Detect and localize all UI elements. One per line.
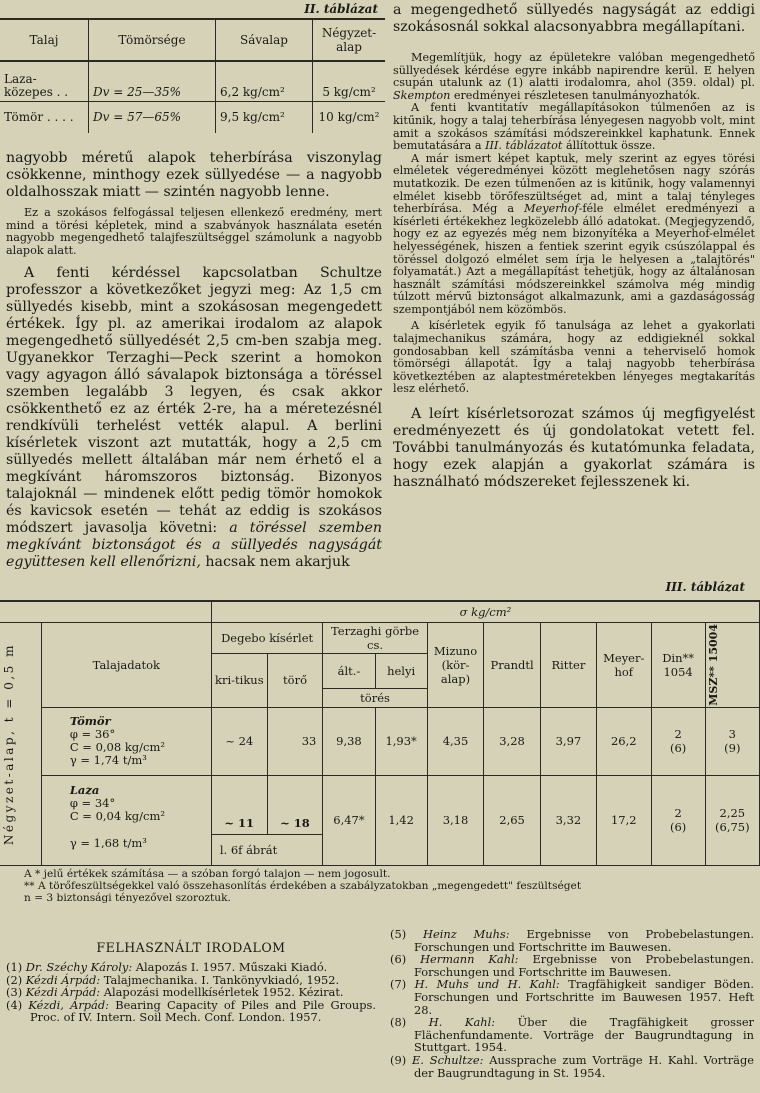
paragraph: a megengedhető süllyedés nagyságát az eddigi szokásosnál sokkal alacsonyabbra megállapítani. [393,2,755,35]
table-row [0,707,760,775]
talaj-cell: Tömör . . . . [4,110,74,125]
paragraph [393,52,755,102]
negyzetalap-cell: 10 kg/cm² [313,101,386,133]
din-value: 2 [674,806,682,821]
reference-number: (2) [6,972,23,987]
reference-number: (9) [390,1052,407,1067]
paragraph-text: Megemlítjük, hogy az épületekre valóban megengedhető süllyedések kérdése egyre inkább napirendre kerül. E helyen csupán utalunk az (1) alatti irodalomra, ahol (359. oldal) pl. [393,51,755,90]
reference-author: Dr. Széchy Károly: [25,960,133,974]
meyerhof-cell: 26,2 [596,707,651,775]
ritter-cell: 3,97 [540,707,596,775]
reference-author: Heinz Muhs: [423,927,510,941]
paragraph: nagyobb méretű alapok teherbírása viszonylag csökkenne, minthogy ezek süllyedése — a nagyobb oldalhosszak miatt — szintén nagyobb lenne. [6,150,382,200]
din-value-n3: (6) [669,741,687,756]
alt-cell: 6,47* [323,775,375,865]
header-din: Din** 1054 [651,623,705,708]
talaj-cell: Laza-közepes . . [4,71,69,99]
reference-number: (7) [390,977,407,992]
msz-value: 2,25 [719,806,746,821]
paragraph: A leírt kísérletsorozat számos új megfigyelést eredményezett és új gondolatokat vetett fel. További tanulmányozás és kutatómunka feladata, hogy ezek alapján a gyakorlat számára is használható módszereket fejlesszenek ki. [393,406,755,491]
reference-item [390,978,754,1016]
blank-cell [0,601,211,623]
paragraph [6,265,382,571]
paragraph-text: A fenti kvantitatív megállapításokon túlmenően az is kitűnik, hogy a talaj teherbírása lényegesen nagyobb volt, mint amit a szokásos számítási módszereinkkel kaphatunk. Ennek bemutatására a [393,101,755,153]
table3-notes [24,868,754,904]
degebo-laza-cell [211,775,323,865]
meyerhof-cell: 17,2 [596,775,651,865]
reference-text: Tragfähigkeit sandiger Böden. Forschungen und Fortschritte im Bauwesen 1957. Heft 28. [414,977,755,1017]
reference-number: (4) [6,997,23,1012]
side-label-cell [0,623,41,866]
soil-phi: φ = 34° [69,795,116,810]
reference-text: Aussprache zum Vorträge H. Kahl. Vorträge der Baugrundtagung in St. 1954. [414,1052,754,1080]
reference-text: Bearing Capacity of Piles and Pile Groups. Proc. of IV. Intern. Soil Mech. Conf. London. 1957. [30,997,376,1025]
reference-author: Kézdi Árpád: [25,972,101,987]
header-toro: törő [267,654,323,708]
toro-cell: ~ 18 [280,815,310,830]
din-value: 2 [674,727,682,742]
reference-item [6,999,376,1024]
reference-number: (6) [390,952,407,967]
soil-data-cell [41,775,211,865]
toro-cell: 33 [267,707,323,775]
side-label: Négyzet-alap, t = 0,5 m [2,642,16,845]
table-3 [0,600,760,866]
reference-text: Ergebnisse von Probebelastungen. Forschungen und Fortschritte im Bauwesen. [414,927,754,954]
msz-cell [705,775,759,865]
tomorseg-cell: Dv = 25—35% [89,61,216,101]
soil-phi: φ = 36° [69,727,116,742]
reference-text: Talajmechanika. I. Tankönyvkiadó, 1952. [100,972,340,987]
paragraph: Ez a szokásos felfogással teljesen ellenkező eredmény, mert mind a törési képletek, mind a szabványok használata esetén nagyobb megengedhető talajfeszültséggel számolunk a nagyobb alapok alatt. [6,206,382,257]
header-tores: törés [323,688,427,707]
paragraph-text: állítottuk össze. [562,139,656,153]
prandtl-cell: 3,28 [484,707,541,775]
references-title: FELHASZNÁLT IRODALOM [96,940,286,955]
reference-author: H. Kahl: [428,1015,496,1030]
soil-gamma: γ = 1,68 t/m³ [69,835,147,850]
reference-author: E. Schultze: [412,1052,484,1067]
negyzetalap-cell: 5 kg/cm² [313,61,386,101]
reference-number: (8) [390,1015,407,1030]
paragraph: A kísérletek egyik fő tanulsága az lehet a gyakorlati talajmechanikus számára, hogy az eddigieknél sokkal gondosabban kell számításba venni a teherviselő homok tömörségi állapotát. Így a talaj nagyobb teherbírása következtében az alaptestméretekben lényeges megtakarítás lesz elérhető. [393,319,755,396]
table-row [0,775,760,865]
table3-sigma-row [0,601,760,623]
reference-author: Kézdi Árpád: [25,985,101,1000]
soil-name: Laza [69,782,100,797]
mizuno-cell: 3,18 [427,775,484,865]
din-cell [651,707,705,775]
reference-number: (1) [6,960,23,974]
soil-gamma: γ = 1,74 t/m³ [69,753,147,768]
header-helyi: helyi [375,654,427,689]
reference-author: Hermann Kahl: [420,952,519,967]
references-right [390,928,754,1079]
table2-header-row [0,19,385,61]
header-talajadatok: Talajadatok [41,623,211,708]
reference-number: (5) [390,927,407,941]
reference-author: Kézdi, Árpád: [28,997,109,1012]
header-alt: ált.- [323,654,375,689]
tomorseg-cell: Dv = 57—65% [89,101,216,133]
sigma-header: σ kg/cm² [211,601,759,623]
table-2 [0,18,385,133]
reference-author: H. Muhs und H. Kahl: [414,977,560,992]
din-cell [651,775,705,865]
paragraph-text: eredményei részletesen tanulmányozhatók. [450,88,701,102]
table2-header-talaj: Talaj [0,19,89,61]
reference-item [390,1054,754,1079]
references-left [6,940,376,1024]
table2-caption: II. táblázat [304,2,378,16]
table-row [0,61,385,101]
alt-cell: 9,38 [323,707,375,775]
prandtl-cell: 2,65 [484,775,541,865]
helyi-cell: 1,93* [375,707,427,775]
paragraph-emphasis: III. táblázatot [485,139,563,153]
paragraph-emphasis: Skempton [393,88,451,102]
soil-c: C = 0,08 kg/cm² [69,740,165,755]
paragraph-text: hacsak nem akarjuk [200,554,350,571]
helyi-cell: 1,42 [375,775,427,865]
msz-value-n3: (9) [724,741,741,756]
paragraph-text: -féle elmélet eredményezi a kísérleti értékekhez legközelebb álló adatokat. (Megjegyzendő, hogy ez az egyezés még nem bizonyítéka a Meyerhof-elmélet helyességének, hiszen a fentiek szerint egyik csúszólappal és töréssel dolgozó elmélet sem írja le helyesen a „talajtörés" folyamatát.) Azt a megállapítást tehetjük, hogy az általánosan használt számítási módszereinkkel számolva még mindig túlzott mérvű biztonságot alkalmazunk, ami a gazdaságosság szempontjából nem közömbös. [393,202,755,316]
soil-data-cell [41,707,211,775]
note-asterisk: A * jelű értékek számítása — a szóban forgó talajon — nem jogosult. [24,868,391,880]
header-terzaghi: Terzaghi görbe cs. [323,623,427,654]
paragraph [393,102,755,152]
header-meyerhof: Meyer-hof [596,623,651,708]
msz-cell [705,707,759,775]
header-msz [705,623,759,708]
note-double-asterisk-cont: n = 3 biztonsági tényezővel szoroztuk. [24,892,231,904]
kritikus-cell: ~ 11 [212,776,268,834]
note-double-asterisk: ** A törőfeszültségekkel való összehasonlítás érdekében a szabályzatokban „megengedett" feszültséget [24,880,582,892]
header-ritter: Ritter [540,623,596,708]
reference-number: (3) [6,985,23,1000]
reference-text: Über die Tragfähigkeit grosser Flächenfundamente. Vorträge der Baugrundtagung in Stuttgart. 1954. [414,1015,755,1055]
left-column [6,150,382,571]
ritter-cell: 3,32 [540,775,596,865]
paragraph-text: A már ismert képet kaptuk, mely szerint az egyes törési elméletek végeredményei között meglehetősen nagy szórás mutatkozik. De ezen túlmenően az is kitűnik, hogy valamennyi elmélet kisebb törőfeszültséget ad, mint a talaj tényleges teherbírása. Még a [393,151,755,216]
paragraph [393,153,755,317]
paragraph-emphasis: a töréssel szemben megkívánt biztonságot és a süllyedés nagyságát együttesen kell ellenőrizni, [6,520,382,571]
figure-reference: l. 6f ábrát [219,842,278,857]
din-value-n3: (6) [669,820,687,835]
soil-name: Tömör [69,714,111,729]
msz-label: MSZ** 15004 [706,624,720,706]
reference-text: Alapozási modellkísérletek 1952. Kézirat. [100,985,344,1000]
table3-header-row [0,623,760,654]
reference-text: Ergebnisse von Probebelastungen. Forschungen und Fortschritte im Bauwesen. [414,952,754,979]
paragraph-text: A fenti kérdéssel kapcsolatban Schultze professzor a következőket jegyzi meg: Az 1,5 cm süllyedés kisebb, mint a szokásosan megengedett értékek. Így pl. az amerikai irodalom az alapok megengedhető süllyedését 2,5 cm-ben szabja meg. Ugyanekkor Terzaghi—Peck szerint a homokon vagy agyagon álló sávalapok biztonsága a töréssel szemben legalább 3 legyen, és csak akkor csökkenthető ez az érték 2-re, ha a méretezésnél rendkívüli terhelést vették alapul. A berlini kísérletek viszont azt mutatták, hogy a 2,5 cm süllyedés mellett általában már nem érhető el a megkívánt háromszoros biztonság. Bizonyos talajoknál — mindenek előtt pedig tömör homokok és kavicsok esetén — tehát az eddig is szokásos módszert javasolja követni: [6,265,382,537]
table-row [0,101,385,133]
savalap-cell: 6,2 kg/cm² [216,61,313,101]
savalap-cell: 9,5 kg/cm² [216,101,313,133]
soil-c: C = 0,04 kg/cm² [69,808,165,823]
header-degebo: Degebo kísérlet [211,623,323,654]
reference-item [390,928,754,953]
header-mizuno: Mizuno (kör-alap) [427,623,484,708]
right-column [393,2,755,491]
table2-header-tomorseg: Tömörsége [89,19,216,61]
reference-item [390,953,754,978]
mizuno-cell: 4,35 [427,707,484,775]
table2-header-negyzetalap: Négyzet-alap [313,19,386,61]
paragraph-emphasis: Meyerhof [524,202,579,216]
msz-value-n3: (6,75) [715,820,750,835]
kritikus-cell: ~ 24 [211,707,267,775]
table3-caption: III. táblázat [665,580,745,594]
header-kritikus: kri-tikus [211,654,267,708]
header-prandtl: Prandtl [484,623,541,708]
msz-value: 3 [728,727,736,742]
table2-header-savalap: Sávalap [216,19,313,61]
reference-text: Alapozás I. 1957. Műszaki Kiadó. [132,960,328,974]
reference-item [390,1016,754,1054]
